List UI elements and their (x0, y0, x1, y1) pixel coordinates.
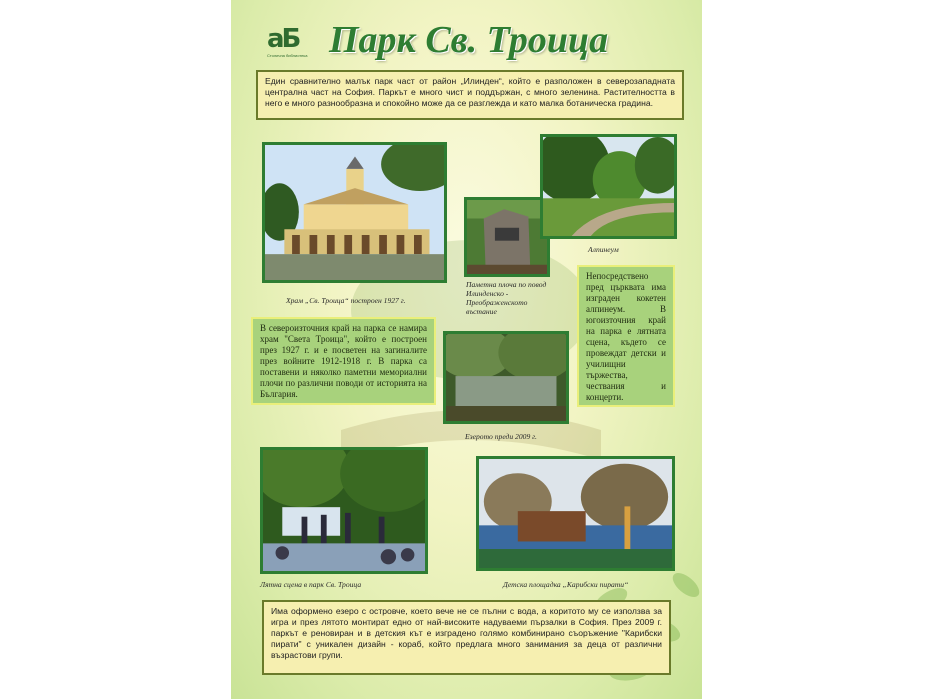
bottom-text: Има оформено езеро с островче, което вече не се пълни с вода, а коритото му се използва за игра и през лятото монтират едно от най-високите надуваеми пързалки в София. През 2009 г. паркът е реновиран и в детския кът е изградено голямо комбинирано съоръжение "Карибски пирати" с уникален дизайн - кораб, който предлага много занимания за деца от различни възрастови групи. (262, 600, 671, 675)
intro-text: Един сравнително малък парк част от район „Илинден“, който е разположен в северозападната централна част на София. Паркът е много чист и поддържан, с много зеленина. Растителността в него е много разнообразна и спокойно може да се разглежда и като малка ботаническа градина. (256, 70, 684, 120)
church-caption: Храм „Св. Троица“ построен 1927 г. (286, 296, 406, 305)
logo-subtitle: Столична библиотека (267, 53, 308, 58)
summer-stage-photo (260, 447, 428, 574)
memorial-photo (464, 197, 550, 277)
playground-caption: Детска площадка „Карибски пирати“ (503, 580, 629, 589)
lake-caption: Езерото преди 2009 г. (465, 432, 537, 441)
playground-photo (476, 456, 675, 571)
church-photo (262, 142, 447, 283)
logo-mark: aБ (267, 24, 299, 54)
memorial-caption: Паметна плоча по повод Илинденско - Преображенското въстание (466, 280, 547, 316)
lake-photo (443, 331, 569, 424)
alpineum-caption: Алпинеум (588, 245, 619, 254)
library-logo (267, 26, 311, 60)
poster (231, 0, 702, 699)
page-title: Парк Св. Троица (329, 19, 609, 61)
alpineum-text: Непосредствено пред църквата има изграден кокетен алпинеум. В югоизточния край на парка е лятната сцена, където се провеждат детски и училищни тържества, чествания и концерти. (577, 265, 675, 407)
alpineum-photo (540, 134, 677, 239)
summer-stage-caption: Лятна сцена в парк Св. Троица (260, 580, 362, 589)
history-text: В североизточния край на парка се намира храм "Света Троица", който е построен през 1927 г. и е посветен на загиналите през войните 1912-1918 г. В парка са поставени и няколко паметни мемориални плочи по различни поводи от историята на България. (251, 317, 436, 405)
